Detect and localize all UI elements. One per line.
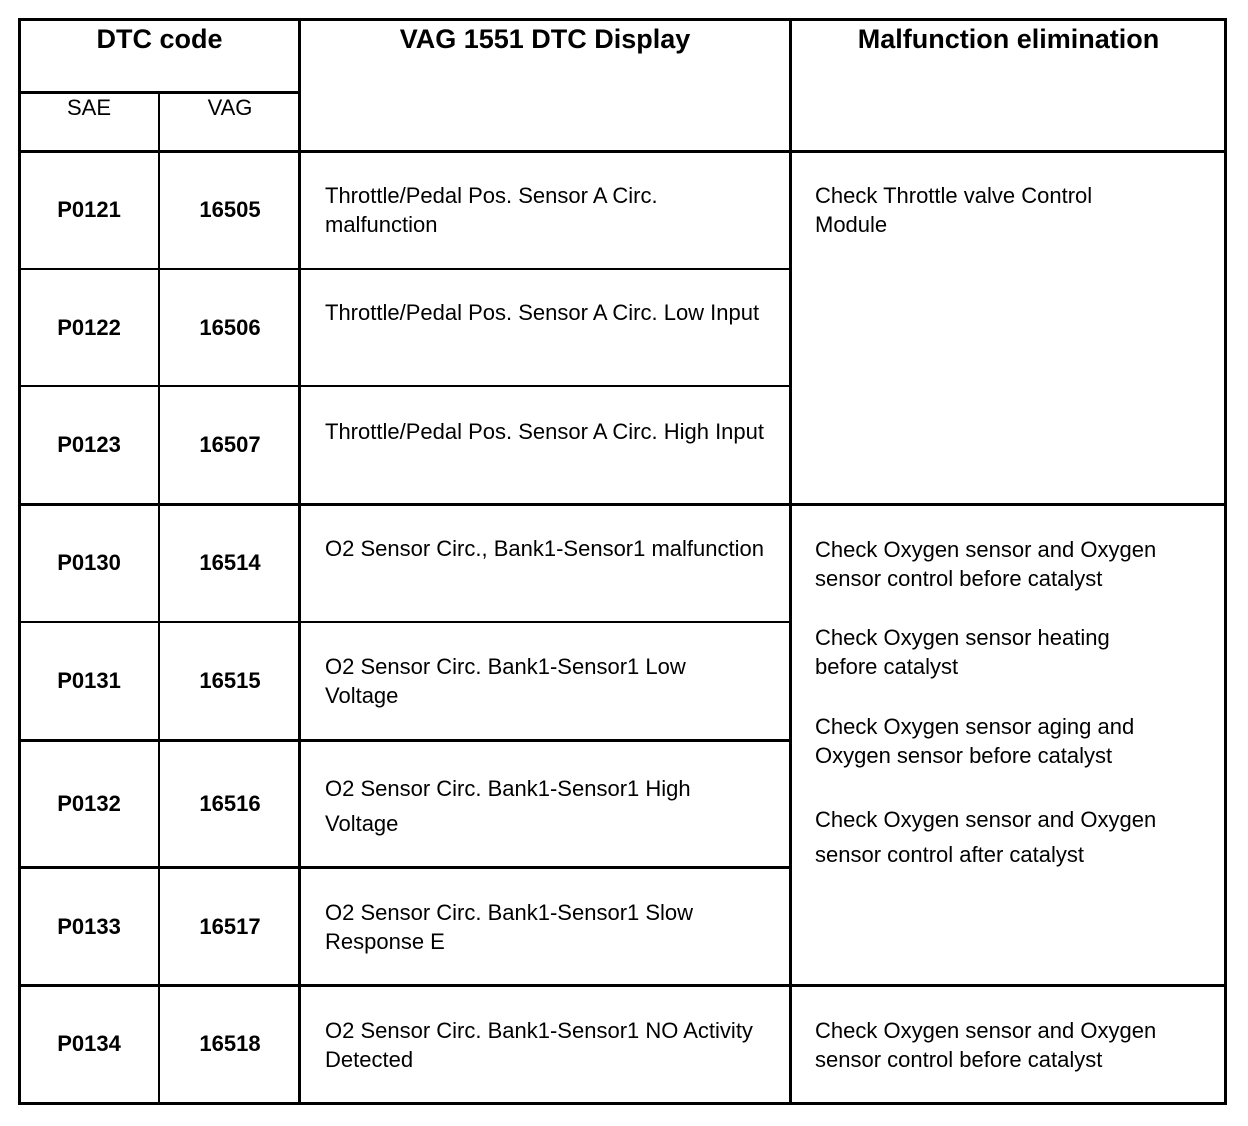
sae-code: P0132 bbox=[57, 791, 121, 816]
elimination-oxygen-1: Check Oxygen sensor and Oxygen sensor control before catalyst bbox=[815, 537, 1157, 591]
sae-code: P0123 bbox=[57, 432, 121, 457]
vag-code: 16516 bbox=[199, 791, 261, 816]
table-border-right bbox=[1224, 18, 1227, 1105]
row-line bbox=[18, 739, 792, 742]
header-vag: VAG bbox=[207, 95, 253, 120]
vag-code: 16514 bbox=[199, 550, 261, 575]
sae-code: P0130 bbox=[57, 550, 121, 575]
vag-code: 16517 bbox=[199, 914, 261, 939]
sae-code: P0121 bbox=[57, 197, 121, 222]
dtc-display-text: Throttle/Pedal Pos. Sensor A Circ. Low Input bbox=[325, 300, 760, 325]
dtc-display-text: Throttle/Pedal Pos. Sensor A Circ. High Input bbox=[325, 419, 765, 444]
dtc-display-text: O2 Sensor Circ. Bank1-Sensor1 Slow Response E bbox=[325, 900, 694, 954]
row-line bbox=[18, 503, 1227, 506]
sae-code: P0131 bbox=[57, 668, 121, 693]
row-line bbox=[18, 385, 792, 387]
header-sub-line bbox=[18, 91, 301, 94]
sae-code: P0134 bbox=[57, 1031, 121, 1056]
dtc-display-text: O2 Sensor Circ. Bank1-Sensor1 Low Voltage bbox=[325, 654, 686, 708]
row-line bbox=[18, 268, 792, 270]
elimination-oxygen-3: Check Oxygen sensor aging and Oxygen sensor before catalyst bbox=[815, 714, 1135, 768]
dtc-display-text: Throttle/Pedal Pos. Sensor A Circ. malfunction bbox=[325, 183, 658, 237]
vag-code: 16518 bbox=[199, 1031, 261, 1056]
elimination-oxygen-4: Check Oxygen sensor and Oxygen sensor control after catalyst bbox=[815, 807, 1157, 867]
dtc-display-text: O2 Sensor Circ., Bank1-Sensor1 malfunction bbox=[325, 536, 764, 561]
table-border-bottom bbox=[18, 1102, 1227, 1105]
row-line bbox=[18, 866, 792, 869]
divider-display-fix bbox=[789, 18, 792, 1105]
vag-code: 16507 bbox=[199, 432, 261, 457]
vag-code: 16506 bbox=[199, 315, 261, 340]
header-bottom-line bbox=[18, 150, 1227, 153]
header-elimination: Malfunction elimination bbox=[857, 24, 1160, 54]
elimination-oxygen-2: Check Oxygen sensor heating before catalyst bbox=[815, 625, 1110, 679]
elimination-last: Check Oxygen sensor and Oxygen sensor control before catalyst bbox=[815, 1018, 1157, 1072]
elimination-throttle: Check Throttle valve Control Module bbox=[815, 183, 1093, 237]
header-display: VAG 1551 DTC Display bbox=[399, 24, 691, 54]
table-border-top bbox=[18, 18, 1227, 21]
dtc-display-text: O2 Sensor Circ. Bank1-Sensor1 High Voltage bbox=[325, 776, 691, 836]
vag-code: 16505 bbox=[199, 197, 261, 222]
row-line bbox=[18, 984, 1227, 987]
sae-code: P0133 bbox=[57, 914, 121, 939]
divider-sae-vag bbox=[158, 92, 160, 1105]
header-sae: SAE bbox=[66, 95, 112, 120]
row-line bbox=[18, 621, 792, 623]
dtc-display-text: O2 Sensor Circ. Bank1-Sensor1 NO Activity Detected bbox=[325, 1018, 753, 1072]
header-dtc-code: DTC code bbox=[96, 24, 223, 54]
vag-code: 16515 bbox=[199, 668, 261, 693]
sae-code: P0122 bbox=[57, 315, 121, 340]
